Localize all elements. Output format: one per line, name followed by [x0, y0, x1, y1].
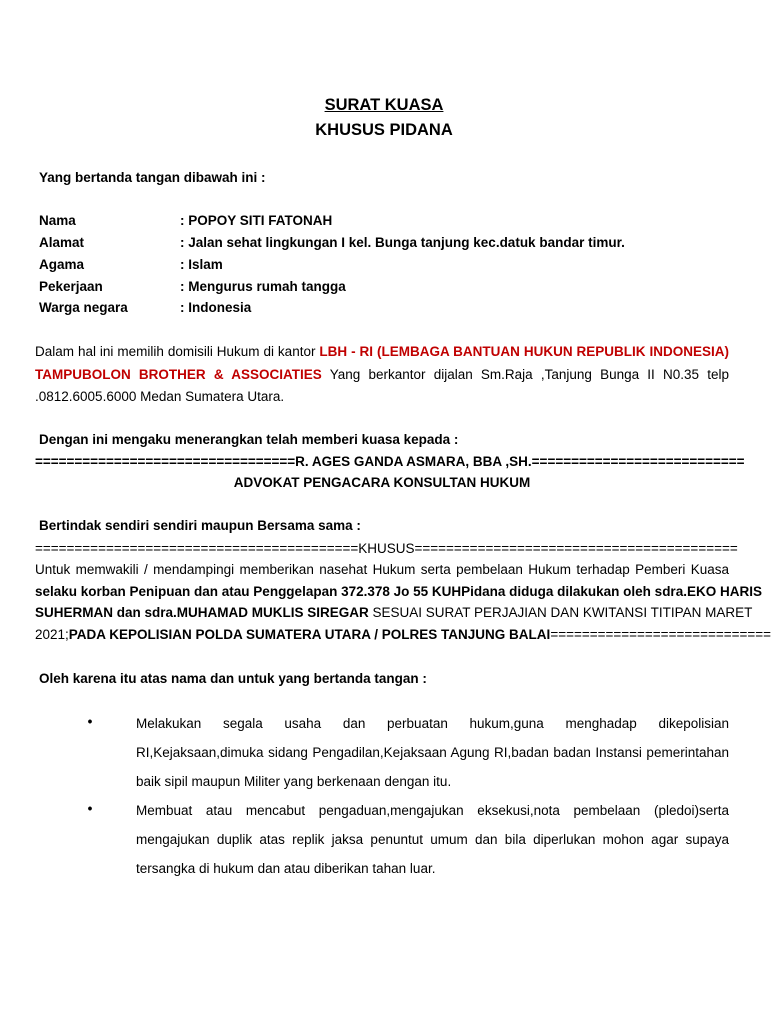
bullet-line: tersangka di hukum dan atau diberikan tahan luar.	[136, 861, 436, 876]
scope-line-2: selaku korban Penipuan dan atau Penggelapan 372.378 Jo 55 KUHPidana diduga dilakukan oleh sdra.EKO HARIS	[35, 584, 762, 599]
identity-row-nationality	[39, 300, 739, 320]
suspect-names: SUHERMAN dan sdra.MUHAMAD MUKLIS SIREGAR	[35, 605, 369, 620]
identity-value: : Mengurus rumah tangga	[180, 279, 346, 294]
identity-label: Agama	[39, 257, 85, 272]
bullet-item-1	[86, 714, 731, 804]
domicile-line-2	[35, 367, 729, 382]
identity-label: Pekerjaan	[39, 279, 103, 294]
bullet-text	[136, 714, 729, 801]
bullet-line: Membuat atau mencabut pengaduan,mengajukan eksekusi,nota pembelaan (pledoi)serta	[136, 803, 729, 818]
scope-line-1: Untuk memwakili / mendampingi memberikan nasehat Hukum serta pembelaan Hukum terhadap Pemberi Kuasa	[35, 562, 729, 577]
identity-label: Alamat	[39, 235, 85, 250]
scope-text: 2021;	[35, 627, 69, 642]
bullet-icon: •	[87, 801, 93, 816]
identity-label: Nama	[39, 213, 76, 228]
bullet-icon: •	[87, 714, 93, 729]
document-title: SURAT KUASA	[324, 96, 444, 114]
identity-value: : Islam	[180, 257, 223, 272]
domicile-text: Dalam hal ini memilih domisili Hukum di kantor	[35, 344, 320, 359]
identity-value: : POPOY SITI FATONAH	[180, 213, 333, 228]
scope-intro: Bertindak sendiri sendiri maupun Bersama sama :	[39, 518, 361, 533]
bullet-line: mengajukan duplik atas replik jaksa penuntut umum dan bila diperlukan mohon agar supaya	[136, 832, 729, 847]
identity-row-address	[39, 235, 739, 255]
bullet-line: RI,Kejaksaan,dimuka sidang Pengadilan,Kejaksaan Agung RI,badan badan Instansi pemerintahan	[136, 745, 729, 760]
scope-line-3	[35, 605, 753, 620]
identity-value: : Indonesia	[180, 300, 252, 315]
document-subtitle: KHUSUS PIDANA	[315, 121, 453, 139]
grant-intro: Dengan ini mengaku menerangkan telah memberi kuasa kepada :	[39, 432, 459, 447]
domicile-line-3: .0812.6005.6000 Medan Sumatera Utara.	[35, 389, 285, 404]
domicile-line-1	[35, 344, 729, 359]
legal-aid-name: LBH - RI (LEMBAGA BANTUAN HUKUN REPUBLIK INDONESIA)	[319, 344, 729, 359]
scope-text: SESUAI SURAT PERJAJIAN DAN KWITANSI TITIPAN MARET	[368, 605, 753, 620]
identity-row-occupation	[39, 279, 739, 299]
therefore-statement: Oleh karena itu atas nama dan untuk yang bertanda tangan :	[39, 671, 427, 686]
bullet-text	[136, 801, 729, 888]
identity-row-name	[39, 213, 739, 233]
bullet-line: baik sipil maupun Militer yang berkenaan dengan itu.	[136, 774, 452, 789]
identity-value: : Jalan sehat lingkungan I kel. Bunga tanjung kec.datuk bandar timur.	[180, 235, 625, 250]
scope-separator: ============================	[550, 627, 771, 642]
police-station: PADA KEPOLISIAN POLDA SUMATERA UTARA / POLRES TANJUNG BALAI	[68, 627, 551, 642]
firm-name: TAMPUBOLON BROTHER & ASSOCIATIES	[35, 367, 322, 382]
bullet-item-2	[86, 801, 731, 891]
attorney-name-line: =================================R. AGES GANDA ASMARA, BBA ,SH.===========================	[35, 454, 745, 469]
attorney-title: ADVOKAT PENGACARA KONSULTAN HUKUM	[233, 475, 531, 490]
intro-statement: Yang bertanda tangan dibawah ini :	[39, 170, 266, 185]
scope-line-4	[35, 627, 771, 642]
identity-row-religion	[39, 257, 739, 277]
bullet-line: Melakukan segala usaha dan perbuatan hukum,guna menghadap dikepolisian	[136, 716, 729, 731]
khusus-separator: =========================================KHUSUS=========================================	[35, 541, 738, 556]
identity-label: Warga negara	[39, 300, 128, 315]
domicile-text: Yang berkantor dijalan Sm.Raja ,Tanjung Bunga II N0.35 telp	[321, 367, 729, 382]
